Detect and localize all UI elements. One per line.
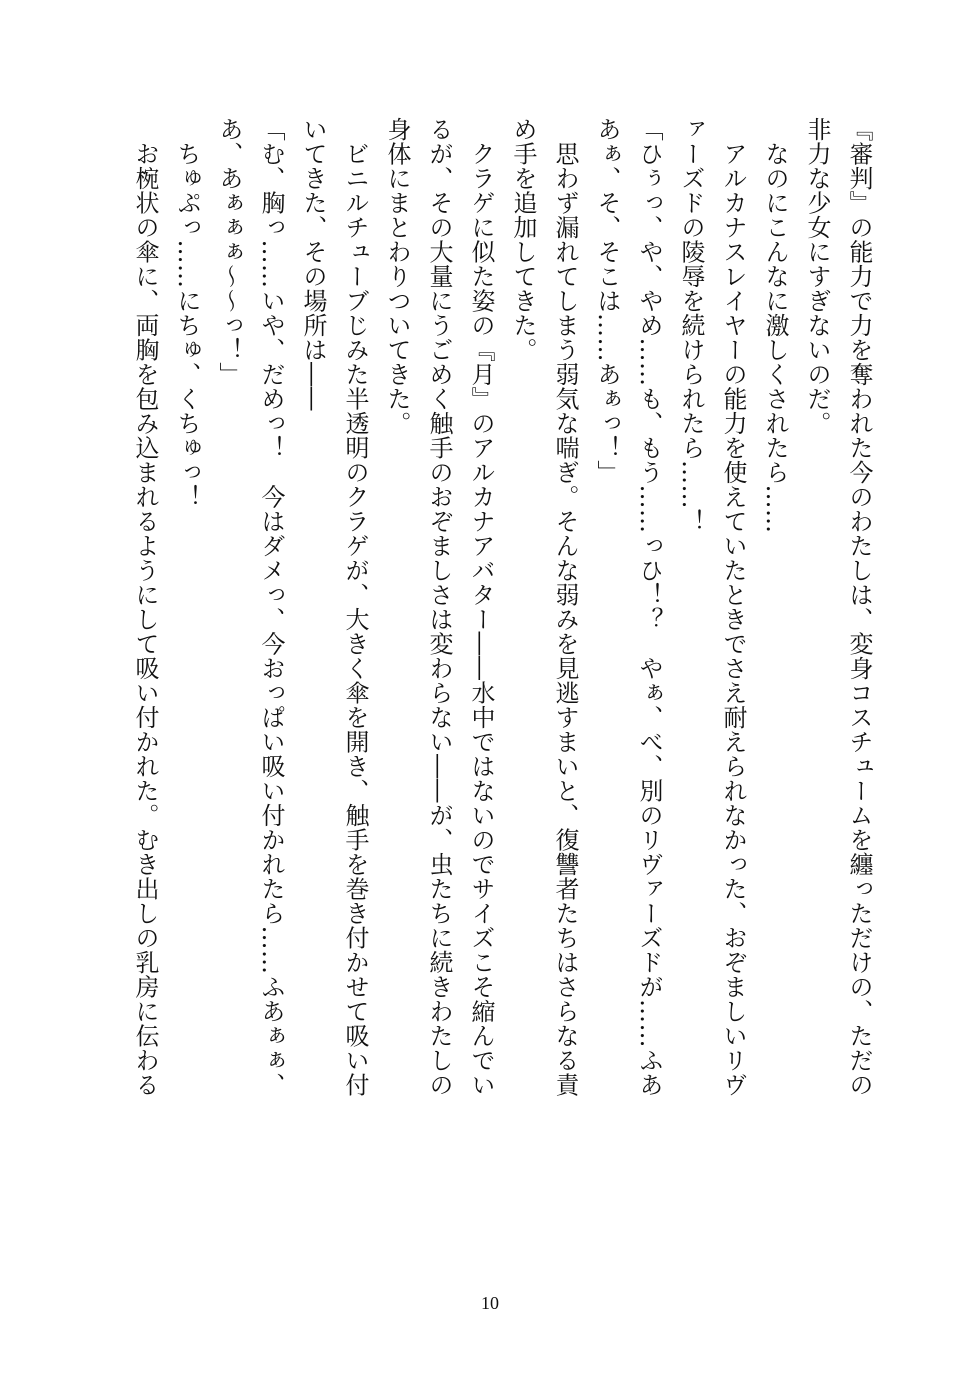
- text-line: 非力な少女にすぎないのだ。: [803, 117, 831, 436]
- text-line: 「む、胸っ……いや、だめっ！ 今はダメっ、今おっぱい吸い付かれたら……ふあぁぁ、: [257, 117, 285, 1097]
- text-line: ちゅぷっ……にちゅ、くちゅっ！: [173, 117, 201, 509]
- text-line: あ、あぁぁぁ～～っ！」: [215, 117, 243, 387]
- text-line: あぁ、そ、そこは……あぁっ！」: [593, 117, 621, 485]
- text-line: るが、その大量にうごめく触手のおぞましさは変わらない――が、虫たちに続きわたしの: [425, 117, 453, 1097]
- text-line: 思わず漏れてしまう弱気な喘ぎ。そんな弱みを見逃すまいと、復讐者たちはさらなる責: [551, 117, 579, 1097]
- text-line: お椀状の傘に、両胸を包み込まれるようにして吸い付かれた。むき出しの乳房に伝わる: [131, 117, 159, 1097]
- text-line: クラゲに似た姿の『月』のアルカナアバター――水中ではないのでサイズこそ縮んでい: [467, 117, 495, 1097]
- page-number: 10: [481, 1293, 499, 1313]
- text-line: 『審判』の能力で力を奪われた今のわたしは、変身コスチュームを纏っただけの、ただの: [845, 117, 873, 1097]
- text-line: 身体にまとわりついてきた。: [383, 117, 411, 436]
- text-line: アルカナスレイヤーの能力を使えていたときでさえ耐えられなかった、おぞましいリヴ: [719, 117, 747, 1097]
- text-line: ァーズドの陵辱を続けられたら……！: [677, 117, 705, 534]
- text-line: いてきた、その場所は――: [299, 117, 327, 411]
- vertical-text-block: [124, 117, 880, 1157]
- text-line: なのにこんなに激しくされたら……: [761, 117, 789, 534]
- text-line: ビニルチューブじみた半透明のクラゲが、大きく傘を開き、触手を巻き付かせて吸い付: [341, 117, 369, 1097]
- text-line: め手を追加してきた。: [509, 117, 537, 362]
- text-line: 「ひぅっ、や、やめ……も、もう……っひ！？ やぁ、べ、別のリヴァーズドが……ふあ: [635, 117, 663, 1097]
